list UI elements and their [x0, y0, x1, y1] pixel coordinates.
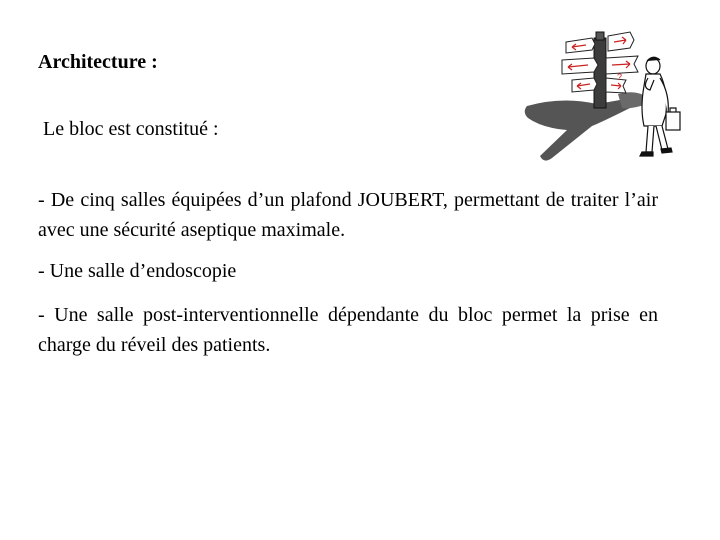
- question-mark: ?: [617, 72, 623, 82]
- slide-heading: Architecture :: [38, 51, 158, 73]
- intro-text: Le bloc est constitué :: [38, 118, 219, 140]
- list-item-salles: - De cinq salles équipées d’un plafond JOUBERT, permettant de traiter l’air avec une sécurité aseptique maximale.: [38, 189, 658, 241]
- list-item-post-interventionnelle: - Une salle post-interventionnelle dépendante du bloc permet la prise en charge du réveil des patients.: [38, 304, 658, 356]
- list-item-endoscopie: - Une salle d’endoscopie: [38, 260, 237, 282]
- man-at-signpost-illustration: [522, 18, 692, 166]
